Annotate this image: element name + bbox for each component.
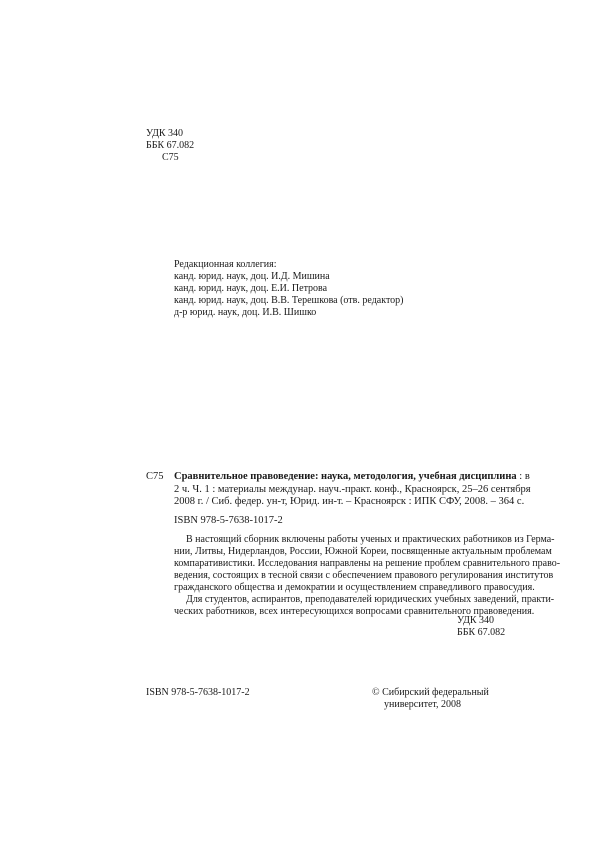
catalog-entry (174, 471, 531, 509)
editorial-board-heading: Редакционная коллегия: (174, 259, 277, 270)
annotation-line: Для студентов, аспирантов, преподавателей юридических учебных заведений, практи- (186, 594, 555, 605)
board-member: канд. юрид. наук, доц. В.В. Терешкова (отв. редактор) (174, 295, 404, 306)
bottom-classification-codes (457, 615, 505, 639)
catalog-title-tail: : в (516, 471, 530, 482)
board-member: д-р юрид. наук, доц. И.В. Шишко (174, 307, 317, 318)
catalog-title: Сравнительное правоведение: наука, методология, учебная дисциплина (174, 471, 517, 482)
annotation-line: компаративистики. Исследования направлены на решение проблем сравнительного право- (174, 558, 561, 569)
catalog-line-2: 2 ч. Ч. 1 : материалы междунар. науч.-практ. конф., Красноярск, 25–26 сентября (174, 483, 531, 495)
editorial-board (174, 259, 404, 319)
annotation-line: гражданского общества и демократии и осуществлением справедливого правосудия. (174, 582, 535, 593)
annotation-paragraph (174, 534, 561, 594)
author-mark: С75 (162, 152, 179, 163)
board-member: канд. юрид. наук, доц. Е.И. Петрова (174, 283, 328, 294)
board-member: канд. юрид. наук, доц. И.Д. Мишина (174, 271, 330, 282)
udk-code: УДК 340 (457, 615, 495, 626)
copyright (372, 687, 489, 711)
copyright-line: © Сибирский федеральный (372, 687, 489, 698)
annotation-line: В настоящий сборник включены работы ученых и практических работников из Герма- (186, 534, 555, 545)
top-classification-codes (146, 128, 194, 164)
annotation (174, 534, 561, 618)
catalog-line-3: 2008 г. / Сиб. федер. ун-т, Юрид. ин-т. – Красноярск : ИПК СФУ, 2008. – 364 с. (174, 496, 525, 507)
catalog-isbn: ISBN 978-5-7638-1017-2 (174, 515, 283, 526)
bbk-code: ББК 67.082 (146, 140, 195, 151)
annotation-line: ческих работников, всех интересующихся вопросами сравнительного правоведения. (174, 606, 535, 617)
udk-code: УДК 340 (146, 128, 184, 139)
catalog-author-mark: С75 (146, 471, 164, 482)
annotation-line: ведения, состоящих в тесной связи с обеспечением правового регулирования институтов (174, 570, 554, 581)
footer-isbn: ISBN 978-5-7638-1017-2 (146, 687, 250, 698)
copyright-line: университет, 2008 (384, 699, 462, 710)
annotation-line: нии, Литвы, Нидерландов, России, Южной Кореи, посвященные актуальным проблемам (174, 546, 552, 557)
bbk-code: ББК 67.082 (457, 627, 506, 638)
